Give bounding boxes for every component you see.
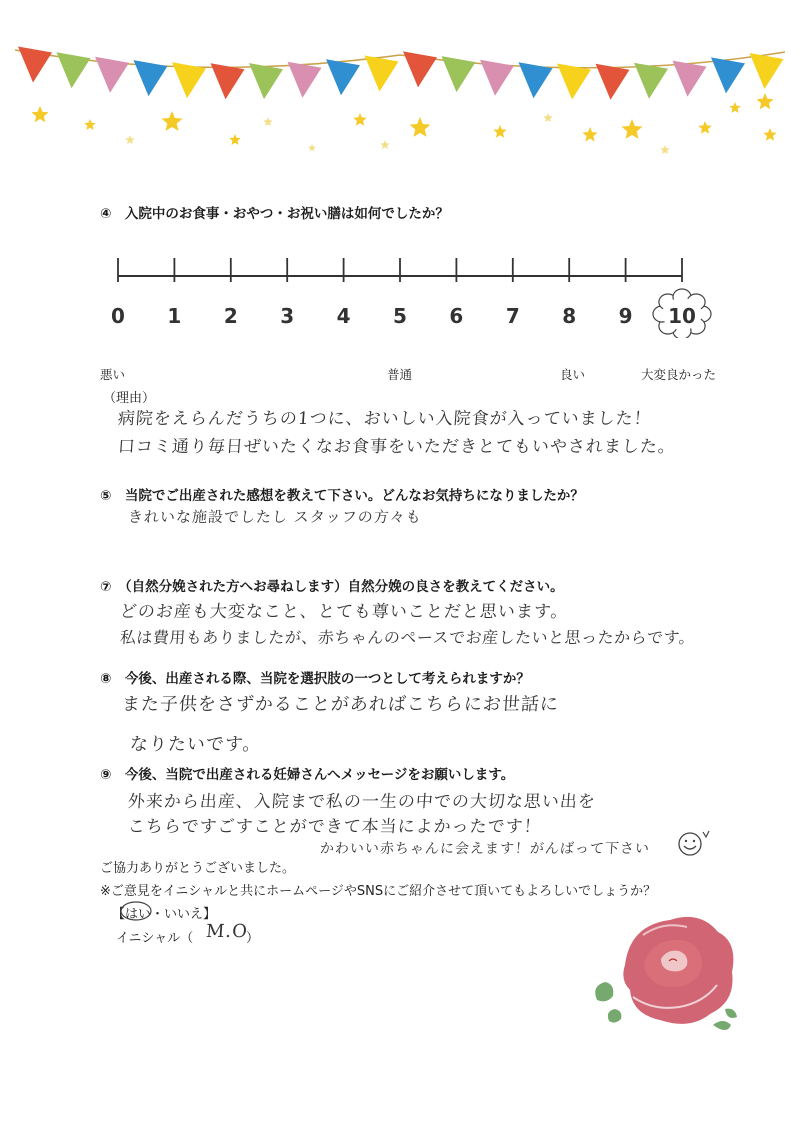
bunting-flag — [750, 53, 784, 89]
bunting-flag — [18, 46, 52, 82]
smiley-icon — [673, 826, 713, 860]
star-icon — [763, 128, 776, 141]
bunting-flag — [634, 63, 668, 99]
q9-answer-line-1: 外来から出産、入院まで私の一生の中での大切な思い出を — [127, 792, 597, 812]
star-icon — [493, 125, 506, 138]
bunting-flag — [480, 60, 514, 96]
q7-answer-line-1: どのお産も大変なこと、とても尊いことだと思います。 — [119, 602, 570, 622]
scale-tick-label: 6 — [449, 304, 464, 328]
q4-answer-line-2: 口コミ通り毎日ぜいたくなお食事をいただきとてもいやされました。 — [117, 437, 677, 457]
star-icon — [582, 127, 597, 142]
thanks-text: ご協力ありがとうございました。 — [100, 861, 296, 876]
scale-tick-label: 3 — [280, 304, 295, 328]
scale-tick-label: 0 — [111, 304, 125, 328]
bunting-flag — [673, 61, 707, 97]
bunting-flag — [711, 57, 745, 93]
question-5-title: ⑤ 当院でご出産された感想を教えて下さい。どんなお気持ちになりましたか？ — [100, 488, 584, 504]
rating-scale — [100, 248, 740, 338]
permission-options: 【はい・いいえ】 — [112, 907, 217, 922]
stars-decoration — [31, 93, 776, 154]
scale-label-very-good: 大変良かった — [641, 367, 717, 382]
initials-label: イニシャル（ — [116, 931, 194, 946]
bunting-flag — [172, 62, 206, 98]
q7-answer-line-2: 私は費用もありましたが、赤ちゃんのペースでお産したいと思ったからです。 — [119, 628, 696, 647]
star-icon — [84, 119, 95, 130]
q8-answer-line-2: なりたいです。 — [129, 734, 263, 755]
star-icon — [622, 119, 643, 139]
star-icon — [543, 113, 553, 122]
bunting-flag — [134, 60, 168, 96]
q5-answer-line-1: きれいな施設でしたし スタッフの方々も — [127, 508, 423, 526]
scale-tick-label: 4 — [336, 304, 351, 328]
star-icon — [698, 121, 711, 134]
bunting-flag — [442, 56, 476, 92]
scale-tick-label: 1 — [167, 304, 182, 328]
bunting-flags — [15, 46, 785, 99]
rose-illustration — [585, 905, 755, 1055]
bunting-rope — [15, 50, 785, 68]
bunting-flag — [596, 64, 630, 100]
scale-tick-label: 10 — [668, 304, 696, 328]
scale-label-normal: 普通 — [387, 367, 413, 382]
q4-answer-line-1: 病院をえらんだうちの1つに、おいしい入院食が入っていました！ — [117, 409, 653, 429]
bunting-flag — [519, 62, 553, 98]
bunting-flag — [249, 63, 283, 99]
scale-tick-label: 8 — [562, 304, 577, 328]
bunting-decoration — [0, 0, 800, 170]
bunting-flag — [57, 52, 91, 88]
yes-circle-mark — [119, 900, 155, 922]
q9-answer-line-2: こちらですごすことができて本当によかったです！ — [127, 817, 543, 837]
question-9-title: ⑨ 今後、当院で出産される妊婦さんへメッセージをお願いします。 — [100, 767, 515, 783]
star-icon — [308, 144, 316, 151]
bunting-flag — [557, 64, 591, 100]
initials-close: ） — [246, 931, 260, 946]
bunting-flag — [288, 62, 322, 98]
scale-ticks — [118, 258, 682, 282]
scale-tick-label: 2 — [223, 304, 238, 328]
permission-question: ※ご意見をイニシャルと共にホームページやSNSにご紹介させて頂いてもよろしいでしょうか？ — [100, 884, 657, 899]
scale-label-bad: 悪い — [100, 367, 126, 382]
star-icon — [229, 134, 240, 145]
initials-value: M.O — [205, 921, 249, 942]
star-icon — [380, 140, 390, 149]
star-icon — [660, 145, 670, 154]
q9-answer-line-3: かわいい赤ちゃんに会えます！がんばって下さい — [319, 841, 651, 857]
reason-label: （理由） — [103, 391, 156, 406]
star-icon — [756, 93, 773, 109]
star-icon — [353, 113, 366, 126]
star-icon — [410, 117, 431, 137]
scale-tick-label: 5 — [393, 304, 407, 328]
bunting-flag — [95, 57, 129, 93]
q8-answer-line-1: また子供をさずかることがあればこちらにお世話に — [121, 694, 560, 715]
scale-tick-label: 9 — [618, 304, 633, 328]
bunting-flag — [211, 63, 245, 99]
star-icon — [729, 102, 740, 113]
star-icon — [31, 106, 48, 122]
star-icon — [162, 111, 183, 131]
bunting-flag — [365, 55, 399, 91]
star-icon — [125, 135, 135, 144]
scale-label-good: 良い — [560, 367, 586, 382]
question-8-title: ⑧ 今後、出産される際、当院を選択肢の一つとして考えられますか？ — [100, 671, 530, 687]
question-4-title: ④ 入院中のお食事・おやつ・お祝い膳は如何でしたか？ — [100, 206, 449, 222]
bunting-flag — [326, 59, 360, 95]
scale-tick-label: 7 — [505, 304, 520, 328]
star-icon — [263, 117, 273, 126]
question-7-title: ⑦ （自然分娩された方へお尋ねします）自然分娩の良さを教えてください。 — [100, 579, 564, 595]
bunting-flag — [403, 51, 437, 87]
